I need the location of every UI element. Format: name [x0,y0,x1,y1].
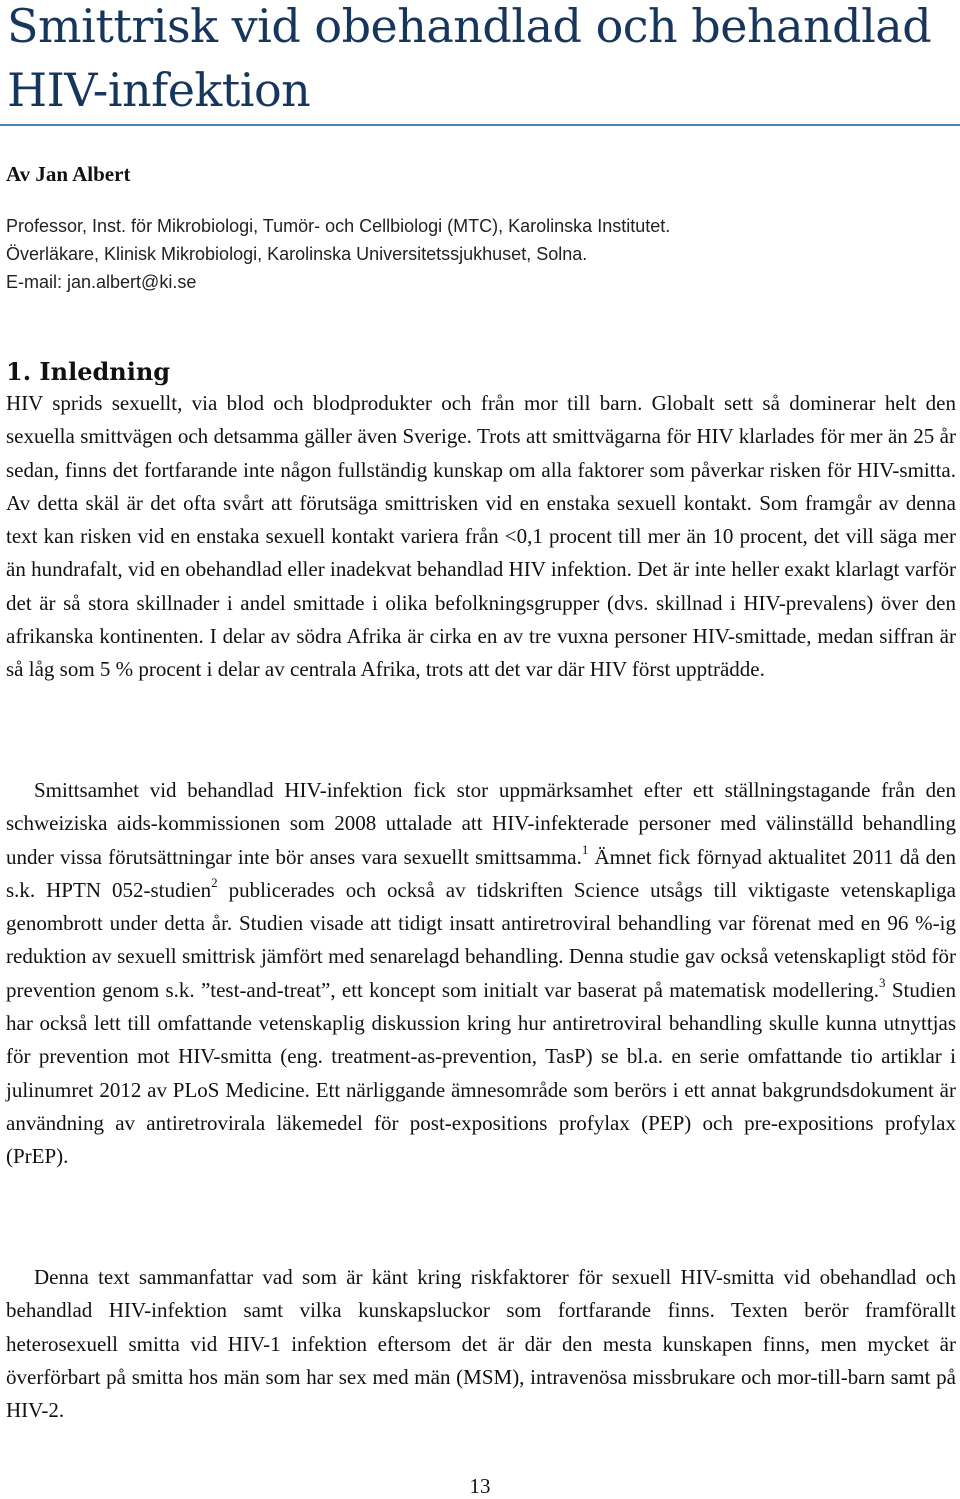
page-title: Smittrisk vid obehandlad och behandlad HIV-infektion [7,0,932,117]
paragraph-2-text-c: publicerades och också av tidskriften Science utsågs till viktigaste vetenskapliga genombrott under detta år. Studien visade att tidigt insatt antiretroviral behandling var förenat med en 96 %-ig reduktion av sexuell smittrisk jämfört med senarelagd behandling. Denna studie gav också vetenskapligt stöd för prevention genom s.k. ”test-and-treat”, ett koncept som initialt var baserat på matematisk modellering. [6,877,957,1002]
footnote-ref-1: 1 [581,841,589,857]
author-line: Av Jan Albert [6,162,131,186]
page-number: 13 [469,1474,491,1498]
footnote-ref-3: 3 [879,974,886,990]
author-affiliation [6,212,670,296]
affiliation-line-institute: Professor, Inst. för Mikrobiologi, Tumör- och Cellbiologi (MTC), Karolinska Institutet. [6,216,671,236]
paragraph-2-text-a: Smittsamhet vid behandlad HIV-infektion fick stor uppmärksamhet efter ett ställningstagande från den schweiziska aids-kommissionen som 2008 uttalade att HIV-infekterade personer med välinställd behandling under vissa förutsättningar inte bör anses vara sexuellt smittsamma. [6,778,956,869]
affiliation-line-hospital: Överläkare, Klinisk Mikrobiologi, Karolinska Universitetssjukhuset, Solna. [6,244,588,264]
paragraph-intro: HIV sprids sexuellt, via blod och blodprodukter och från mor till barn. Globalt sett så dominerar helt den sexuella smittvägen och detsamma gäller även Sverige. Trots att smittvägarna för HIV klarlades för mer än 25 år sedan, finns det fortfarande inte någon fullständig kunskap om alla faktorer som påverkar risken för HIV-smitta. Av detta skäl är det ofta svårt att förutsäga smittrisken vid en enstaka sexuell kontakt. Som framgår av denna text kan risken vid en enstaka sexuell kontakt variera från <0,1 procent till mer än 10 procent, det vill säga mer än hundrafalt, vid en obehandlad eller inadekvat behandlad HIV infektion. Det är inte heller exakt klarlagt varför det är så stora skillnader i andel smittade i olika befolkningsgrupper (dvs. skillnad i HIV-prevalens) över den afrikanska kontinenten. I delar av södra Afrika är cirka en av tre vuxna personer HIV-smittade, medan siffran är så låg som 5 % procent i delar av centrala Afrika, trots att det var där HIV först uppträdde. [6,391,956,682]
paragraph-2-text-d: Studien har också lett till omfattande vetenskaplig diskussion kring hur antiretroviral behandling skulle kunna utnyttjas för prevention mot HIV-smitta (eng. treatment-as-prevention, TasP) se bl.a. en serie omfattande tio artiklar i julinumret 2012 av PLoS Medicine. Ett närliggande ämnesområde som berörs i ett annat bakgrundsdokument är användning av antiretrovirala läkemedel för post-expositions profylax (PEP) och pre-expositions profylax (PrEP). [6,977,956,1169]
footnote-ref-2: 2 [211,874,218,890]
paragraph-2-text-b: Ämnet fick förnyad aktualitet 2011 då den s.k. HPTN 052-studien [6,844,956,902]
affiliation-line-email: E-mail: jan.albert@ki.se [6,272,197,292]
title-rule [0,124,960,126]
section-heading: 1. Inledning [6,357,171,386]
paragraph-summary: Denna text sammanfattar vad som är känt kring riskfaktorer för sexuell HIV-smitta vid obehandlad och behandlad HIV-infektion samt vilka kunskapsluckor som fortfarande finns. Texten berör framförallt heterosexuell smitta vid HIV-1 infektion eftersom det är där den mesta kunskapen finns, men mycket är överförbart på smitta hos män som har sex med män (MSM), intravenösa missbrukare och mor-till-barn samt på HIV-2. [6,1265,956,1423]
paragraph-treatment [6,774,956,1174]
